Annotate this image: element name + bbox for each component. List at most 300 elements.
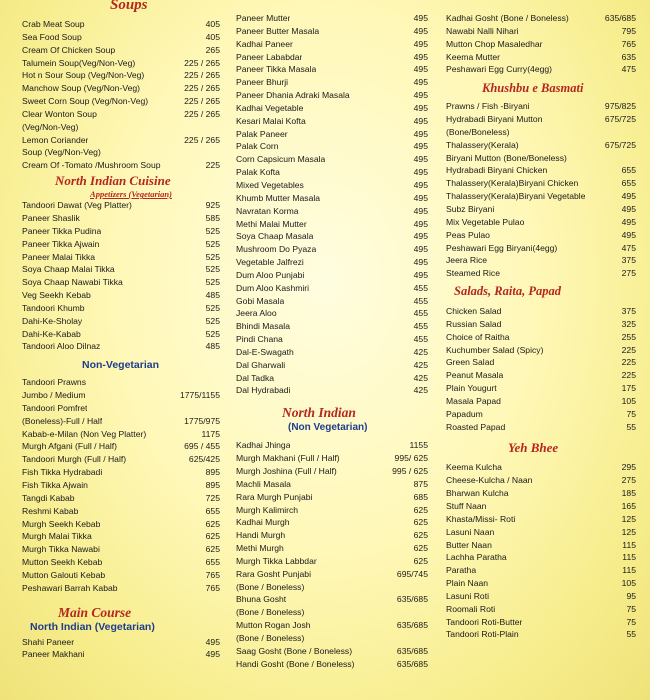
menu-item-name: (Boneless)-Full / Half xyxy=(22,415,103,426)
menu-item-name: Murgh Afgani (Full / Half) xyxy=(22,441,118,452)
menu-item-name: Tandoori Khumb xyxy=(22,302,85,313)
non-vegetarian-list xyxy=(22,376,220,594)
menu-item xyxy=(446,461,636,474)
non-veg-main-course-list xyxy=(236,439,428,670)
menu-item-name: Fish Tikka Hydrabadi xyxy=(22,467,103,478)
menu-item-name: Cream Of Chicken Soup xyxy=(22,44,116,55)
menu-item-price: 105 xyxy=(621,395,636,406)
menu-item xyxy=(236,140,428,153)
menu-item-name: Thalassery(Kerala)Biryani Vegetable xyxy=(446,191,586,202)
menu-item xyxy=(236,166,428,179)
menu-item-price: 475 xyxy=(621,242,636,253)
section-subtitle-north-indian-veg: North Indian (Vegetarian) xyxy=(30,620,155,633)
menu-item-name: Tandoori Pomfret xyxy=(22,402,88,413)
menu-item-price: 655 xyxy=(621,165,636,176)
menu-item xyxy=(22,57,220,70)
menu-item-name: Tandoori Roti-Butter xyxy=(446,616,523,627)
menu-item xyxy=(446,177,636,190)
menu-item-price: 495 xyxy=(413,51,428,62)
menu-item xyxy=(446,305,636,318)
menu-item-name: Navratan Korma xyxy=(236,205,299,216)
menu-item-price: 635/685 xyxy=(396,594,428,605)
menu-item xyxy=(22,466,220,479)
menu-item-name: Nawabi Nalli Nihari xyxy=(446,25,519,36)
menu-item xyxy=(236,179,428,192)
veg-main-course-list xyxy=(236,12,428,397)
menu-item-name: Soya Chaap Nawabi Tikka xyxy=(22,277,123,288)
menu-item-name: Handi Gosht (Bone / Boneless) xyxy=(236,658,355,669)
menu-item xyxy=(22,276,220,289)
menu-item-name: Tandoori Dawat (Veg Platter) xyxy=(22,200,132,211)
menu-item-name: Keema Kulcha xyxy=(446,462,502,473)
menu-item-name: Soya Chaap Malai Tikka xyxy=(22,264,115,275)
menu-item xyxy=(446,267,636,280)
menu-item xyxy=(22,440,220,453)
menu-item-name: Murgh Seekh Kebab xyxy=(22,518,101,529)
menu-item xyxy=(446,369,636,382)
menu-item-price: 455 xyxy=(413,334,428,345)
menu-item-name: Bhuna Gosht xyxy=(236,594,287,605)
menu-item-price: 55 xyxy=(626,629,636,640)
menu-item-name: Clear Wonton Soup xyxy=(22,108,97,119)
menu-item-price: 455 xyxy=(413,295,428,306)
menu-item-price: 75 xyxy=(626,408,636,419)
menu-item-price: 625 xyxy=(205,518,220,529)
menu-item-name: Kadhai Murgh xyxy=(236,517,290,528)
menu-item xyxy=(446,216,636,229)
menu-item-price: 765 xyxy=(205,582,220,593)
menu-item xyxy=(22,199,220,212)
menu-item xyxy=(236,282,428,295)
menu-item xyxy=(22,479,220,492)
menu-item xyxy=(236,465,428,478)
menu-item-name: Paneer Dhania Adraki Masala xyxy=(236,90,350,101)
menu-item xyxy=(236,593,428,606)
menu-item xyxy=(236,243,428,256)
menu-item xyxy=(236,51,428,64)
menu-item-name: Paneer Tikka Pudina xyxy=(22,225,102,236)
menu-item-price: 495 xyxy=(413,192,428,203)
menu-item-price: 405 xyxy=(205,31,220,42)
menu-item xyxy=(236,218,428,231)
section-title-north-indian: North Indian xyxy=(282,405,356,421)
menu-item-price: 125 xyxy=(621,513,636,524)
menu-item-price: 635/685 xyxy=(604,13,636,23)
menu-item xyxy=(236,372,428,385)
menu-item-name: Dal Hydrabadi xyxy=(236,385,291,396)
menu-item-price: 675/725 xyxy=(604,139,636,150)
menu-item-price: 225 xyxy=(205,160,220,171)
menu-item xyxy=(22,251,220,264)
menu-item xyxy=(236,568,428,581)
menu-item-name: Dal Tadka xyxy=(236,372,275,383)
menu-item xyxy=(446,344,636,357)
menu-item-price: 425 xyxy=(413,385,428,396)
menu-item xyxy=(446,577,636,590)
menu-item-price: 795 xyxy=(621,25,636,36)
menu-item xyxy=(236,63,428,76)
menu-item-name: Rara Murgh Punjabi xyxy=(236,491,313,502)
menu-item xyxy=(22,263,220,276)
menu-item xyxy=(22,225,220,238)
menu-item-name: Green Salad xyxy=(446,357,495,368)
section-title-khushbu-e-basmati: Khushbu e Basmati xyxy=(482,81,584,96)
menu-item xyxy=(446,382,636,395)
menu-item-name: Lasuni Naan xyxy=(446,526,495,537)
menu-item-name: Khasta/Missi- Roti xyxy=(446,513,516,524)
menu-item-name: Thalassery(Kerala)Biryani Chicken xyxy=(446,178,579,189)
menu-item-price: 425 xyxy=(413,346,428,357)
menu-item xyxy=(446,100,636,113)
menu-item-price: 225 / 265 xyxy=(184,83,220,94)
section-title-non-vegetarian: Non-Vegetarian xyxy=(82,359,160,372)
menu-item-price: 525 xyxy=(205,238,220,249)
menu-item-price: 455 xyxy=(413,321,428,332)
menu-item-name: Murgh Joshina (Full / Half) xyxy=(236,466,337,476)
menu-item-name: Paneer Shaslik xyxy=(22,212,80,223)
menu-item-price: 485 xyxy=(205,341,220,352)
menu-item-price: 495 xyxy=(621,203,636,214)
menu-item-name: Peshawari Egg Biryani(4egg) xyxy=(446,242,558,253)
menu-item-name: Roasted Papad xyxy=(446,421,506,432)
menu-item xyxy=(236,153,428,166)
menu-item-name: (Bone / Boneless) xyxy=(236,607,305,618)
menu-item xyxy=(22,543,220,556)
menu-item-price: 495 xyxy=(413,244,428,255)
menu-item-price: 165 xyxy=(621,501,636,511)
section-title-north-indian-cuisine: North Indian Cuisine xyxy=(55,173,171,189)
menu-item xyxy=(22,518,220,531)
menu-item-price: 695 / 455 xyxy=(184,441,220,452)
menu-item-name: Handi Murgh xyxy=(236,530,286,541)
appetizers-list xyxy=(22,199,220,353)
menu-item-price: 495 xyxy=(413,77,428,88)
menu-item xyxy=(22,389,220,402)
menu-item-name: Mutton Seekh Kebab xyxy=(22,557,103,568)
menu-item-name: Paratha xyxy=(446,565,477,576)
menu-item xyxy=(446,513,636,526)
menu-item-price: 225 xyxy=(621,357,636,368)
menu-item-price: 895 xyxy=(205,480,220,490)
menu-item-name: Roomali Roti xyxy=(446,603,496,614)
menu-item xyxy=(236,491,428,504)
section-title-soups: Soups xyxy=(110,0,148,13)
menu-item-name: Veg Seekh Kebab xyxy=(22,290,91,301)
menu-item-name: Murgh Makhani (Full / Half) xyxy=(236,453,340,464)
menu-item-name: Jeera Rice xyxy=(446,255,488,266)
menu-item xyxy=(446,539,636,552)
menu-item-name: Paneer Malai Tikka xyxy=(22,251,96,262)
menu-item-price: 125 xyxy=(621,526,636,537)
soups-list xyxy=(22,18,220,172)
menu-item-price: 75 xyxy=(626,603,636,614)
menu-item xyxy=(22,44,220,57)
menu-item-name: Chicken Salad xyxy=(446,306,502,317)
menu-item-price: 55 xyxy=(626,421,636,432)
menu-item-price: 225 / 265 xyxy=(184,108,220,119)
menu-item-name: Steamed Rice xyxy=(446,268,500,279)
menu-item-price: 635/685 xyxy=(396,620,428,631)
menu-item-price: 225 xyxy=(621,370,636,381)
menu-item-name: Methi Malai Mutter xyxy=(236,218,307,229)
menu-item xyxy=(236,269,428,282)
menu-item xyxy=(446,551,636,564)
menu-item-price: 725 xyxy=(205,492,220,503)
menu-item-name: Lemon Coriander xyxy=(22,134,89,145)
menu-item-name: Soup (Veg/Non-Veg) xyxy=(22,147,101,158)
menu-item xyxy=(446,51,636,64)
menu-item xyxy=(22,315,220,328)
menu-item-price: 525 xyxy=(205,225,220,236)
menu-item-price: 1775/1155 xyxy=(180,390,220,401)
menu-item xyxy=(236,555,428,568)
menu-item xyxy=(236,359,428,372)
menu-item-price: 925 xyxy=(205,200,220,211)
menu-item xyxy=(446,526,636,539)
menu-item-price: 495 xyxy=(413,90,428,101)
menu-item-name: Corn Capsicum Masala xyxy=(236,154,326,165)
menu-item-name: Paneer Bhurji xyxy=(236,77,289,88)
menu-item-price: 275 xyxy=(621,475,636,486)
menu-item-name: Kadhai Vegetable xyxy=(236,102,304,113)
menu-item-name: Saag Gosht (Bone / Boneless) xyxy=(236,645,353,656)
menu-item-name: Bharwan Kulcha xyxy=(446,488,509,499)
menu-item xyxy=(236,516,428,529)
menu-item-name: Kadhai Gosht (Bone / Boneless) xyxy=(446,13,569,23)
menu-item xyxy=(446,12,636,25)
menu-item-price: 525 xyxy=(205,328,220,339)
menu-item-price: 175 xyxy=(621,383,636,394)
menu-item-name: Bhindi Masala xyxy=(236,321,290,332)
menu-item-name: Tandoori Murgh (Full / Half) xyxy=(22,454,127,465)
menu-item-name: Papadum xyxy=(446,408,483,419)
menu-item-name: Soya Chaap Masala xyxy=(236,231,314,242)
menu-item xyxy=(22,648,220,661)
menu-item-name: Jumbo / Medium xyxy=(22,390,86,401)
menu-item-name: Mixed Vegetables xyxy=(236,179,304,190)
menu-item-price: 625 xyxy=(205,531,220,542)
menu-item-name: Lachha Paratha xyxy=(446,552,507,563)
menu-item-name: Sea Food Soup xyxy=(22,31,82,42)
menu-item xyxy=(22,31,220,44)
menu-item-price: 895 xyxy=(205,467,220,478)
menu-item-name: Dahi-Ke-Kabab xyxy=(22,328,81,339)
menu-item xyxy=(446,474,636,487)
menu-item-price: 525 xyxy=(205,277,220,288)
menu-item xyxy=(22,159,220,172)
menu-item-price: 115 xyxy=(622,552,636,563)
menu-column-2 xyxy=(236,12,428,671)
menu-item-price: 625 xyxy=(413,517,428,528)
menu-item xyxy=(22,582,220,595)
menu-item xyxy=(236,205,428,218)
menu-item-price: 225 / 265 xyxy=(184,57,220,68)
menu-item-name: Methi Murgh xyxy=(236,543,284,554)
menu-item xyxy=(22,69,220,82)
menu-item xyxy=(236,25,428,38)
menu-item-price: 525 xyxy=(205,251,220,262)
menu-item-price: 625/425 xyxy=(188,454,220,465)
menu-item xyxy=(22,453,220,466)
menu-item xyxy=(236,12,428,25)
menu-item xyxy=(22,328,220,341)
menu-item-name: Tandoori Roti-Plain xyxy=(446,629,519,640)
menu-item xyxy=(446,616,636,629)
menu-column-3 xyxy=(446,12,636,641)
breads-list xyxy=(446,461,636,641)
menu-item-price: 495 xyxy=(413,257,428,268)
menu-item xyxy=(22,108,220,121)
menu-item-price: 455 xyxy=(413,282,428,293)
menu-item-name: Paneer Tikka Ajwain xyxy=(22,238,100,249)
menu-item xyxy=(22,505,220,518)
menu-item-price: 685 xyxy=(413,491,428,502)
menu-item xyxy=(446,603,636,616)
menu-item xyxy=(236,632,428,645)
menu-item xyxy=(236,192,428,205)
menu-item-price: 185 xyxy=(621,488,636,499)
menu-item xyxy=(236,542,428,555)
menu-item-name: Crab Meat Soup xyxy=(22,19,85,29)
menu-item-name: Paneer Mutter xyxy=(236,13,291,23)
menu-item xyxy=(446,331,636,344)
menu-item xyxy=(236,529,428,542)
menu-item-name: Rara Gosht Punjabi xyxy=(236,568,311,579)
menu-item-price: 995 / 625 xyxy=(392,466,428,476)
menu-item xyxy=(236,504,428,517)
section-title-yeh-bhee: Yeh Bhee xyxy=(508,440,559,456)
menu-item-price: 495 xyxy=(413,102,428,113)
menu-item-name: Palak Paneer xyxy=(236,128,288,139)
menu-item-name: Butter Naan xyxy=(446,539,492,550)
menu-item xyxy=(22,238,220,251)
menu-item-price: 635 xyxy=(621,51,636,62)
menu-item xyxy=(236,307,428,320)
menu-column-1 xyxy=(22,0,220,661)
menu-item-price: 995/ 625 xyxy=(394,453,428,464)
menu-item xyxy=(236,346,428,359)
menu-item-name: Murgh Malai Tikka xyxy=(22,531,92,542)
menu-item-name: Peshawari Egg Curry(4egg) xyxy=(446,64,553,75)
menu-item-name: Khumb Mutter Masala xyxy=(236,192,321,203)
menu-item-price: 875 xyxy=(413,478,428,489)
menu-item xyxy=(22,18,220,31)
menu-item-name: Tandoori Aloo Dilnaz xyxy=(22,341,101,352)
menu-item-name: Lasuni Roti xyxy=(446,590,489,601)
menu-item xyxy=(22,428,220,441)
menu-item xyxy=(22,121,220,134)
menu-item-price: 475 xyxy=(621,64,636,75)
menu-item-name: Hydrabadi Biryani Chicken xyxy=(446,165,548,176)
menu-item-price: 625 xyxy=(413,504,428,515)
menu-item-price: 1155 xyxy=(409,440,428,451)
menu-item xyxy=(446,590,636,603)
menu-item-name: Murgh Kalimirch xyxy=(236,504,299,515)
menu-item-name: Paneer Makhani xyxy=(22,649,85,660)
menu-item-price: 295 xyxy=(621,462,636,473)
menu-item-name: Pindi Chana xyxy=(236,334,283,345)
menu-item-price: 325 xyxy=(621,318,636,329)
menu-item-price: 675/725 xyxy=(604,114,636,125)
menu-item xyxy=(22,340,220,353)
menu-item-price: 1775/975 xyxy=(184,415,220,426)
menu-item xyxy=(236,256,428,269)
menu-item-name: Manchow Soup (Veg/Non-Veg) xyxy=(22,83,140,94)
menu-item-price: 495 xyxy=(413,205,428,216)
menu-item-name: Paneer Tikka Masala xyxy=(236,64,317,75)
menu-item xyxy=(236,581,428,594)
menu-item-price: 255 xyxy=(621,331,636,342)
menu-item-name: Tangdi Kabab xyxy=(22,492,75,503)
menu-item-name: Cheese-Kulcha / Naan xyxy=(446,475,533,486)
menu-item-price: 495 xyxy=(413,179,428,190)
menu-item-name: Peas Pulao xyxy=(446,229,490,240)
menu-item xyxy=(22,556,220,569)
menu-item xyxy=(236,76,428,89)
menu-item-name: Keema Mutter xyxy=(446,51,500,62)
menu-item xyxy=(236,38,428,51)
menu-item-price: 1175 xyxy=(201,428,220,439)
section-subtitle-appetizers: Appetizers (Vegetarian) xyxy=(90,189,172,200)
menu-item-name: Peshawari Barrah Kabab xyxy=(22,582,118,593)
menu-item xyxy=(236,606,428,619)
menu-item xyxy=(236,439,428,452)
menu-item-name: Tandoori Prawns xyxy=(22,377,87,388)
menu-item-price: 495 xyxy=(205,636,220,647)
menu-item xyxy=(22,146,220,159)
menu-item xyxy=(236,452,428,465)
menu-item-name: Thalassery(Kerala) xyxy=(446,139,519,150)
menu-item xyxy=(446,25,636,38)
menu-item-price: 495 xyxy=(413,231,428,242)
menu-item-name: Mutton Galouti Kebab xyxy=(22,569,106,580)
menu-item-name: Prawns / Fish -Biryani xyxy=(446,101,530,112)
menu-item-price: 975/825 xyxy=(604,101,636,112)
section-title-salads-raita-papad: Salads, Raita, Papad xyxy=(454,284,561,299)
menu-item-name: Gobi Masala xyxy=(236,295,285,306)
menu-item xyxy=(236,115,428,128)
menu-item-name: Kadhai Jhinga xyxy=(236,440,291,451)
salads-list xyxy=(446,305,636,433)
menu-item xyxy=(446,487,636,500)
menu-item xyxy=(446,139,636,152)
menu-item-price: 495 xyxy=(621,229,636,240)
menu-item-name: Russian Salad xyxy=(446,318,502,329)
menu-item xyxy=(446,318,636,331)
menu-item-name: Shahi Paneer xyxy=(22,636,75,647)
menu-item xyxy=(22,636,220,649)
menu-item-name: (Bone/Boneless) xyxy=(446,126,510,137)
menu-item-price: 495 xyxy=(413,13,428,23)
menu-item xyxy=(236,102,428,115)
menu-item-price: 495 xyxy=(413,115,428,126)
menu-item-name: Murgh Tikka Nawabi xyxy=(22,544,100,555)
menu-item-name: Mix Vegetable Pulao xyxy=(446,216,525,227)
menu-item-price: 115 xyxy=(622,539,636,550)
menu-item-name: Reshmi Kabab xyxy=(22,505,79,516)
menu-item xyxy=(446,628,636,641)
menu-item-price: 655 xyxy=(621,178,636,189)
menu-item-price: 585 xyxy=(205,212,220,223)
menu-item-price: 115 xyxy=(622,565,636,576)
menu-item-price: 405 xyxy=(205,19,220,29)
menu-item xyxy=(446,190,636,203)
menu-item-price: 655 xyxy=(205,557,220,568)
menu-item-price: 695/745 xyxy=(396,568,428,579)
menu-item-name: Palak Corn xyxy=(236,141,279,152)
menu-item-name: (Bone / Boneless) xyxy=(236,632,305,643)
main-course-list xyxy=(22,636,220,662)
